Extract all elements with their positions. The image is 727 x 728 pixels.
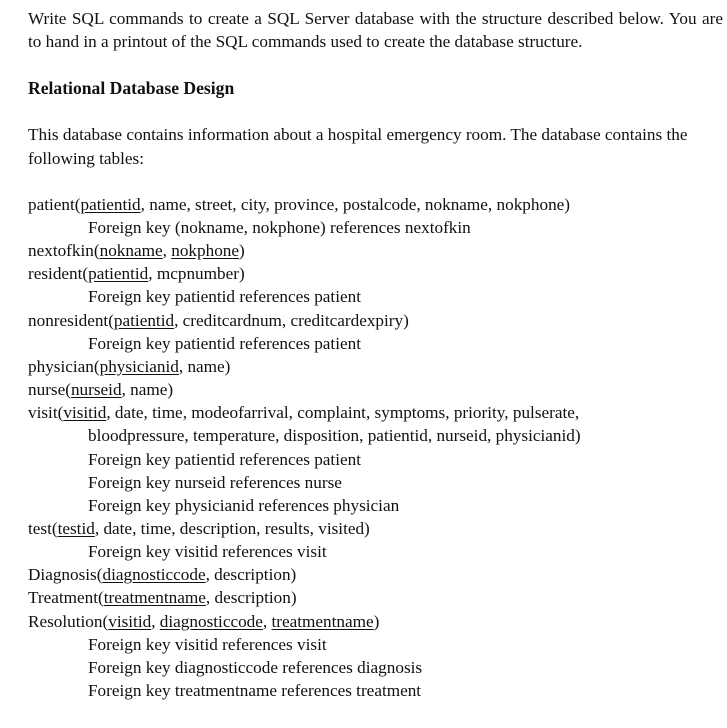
line-text: Foreign key patientid references patient [88,449,361,469]
primary-key-field: physicianid [99,356,179,376]
primary-key-field: nurseid [70,380,122,400]
line-text: patient( [28,194,81,214]
line-text: nonresident( [28,310,114,330]
table-definitions [28,193,723,702]
line-text: resident( [28,264,89,284]
table-definition-line [28,193,723,216]
line-text: Foreign key nurseid references nurse [88,472,342,492]
constraint-line [28,216,723,239]
line-text: Treatment( [28,588,104,608]
line-text: , creditcardnum, creditcardexpiry) [174,310,409,330]
line-text: Foreign key patientid references patient [88,333,361,353]
line-text: nextofkin( [28,241,100,261]
line-text: Foreign key visitid references visit [88,634,327,654]
table-definition-line [28,517,723,540]
constraint-line [28,540,723,563]
table-definition-line [28,309,723,332]
primary-key-field: treatmentname [271,611,374,631]
line-text: , mcpnumber) [148,264,245,284]
line-text: , name) [121,380,174,400]
line-text: nurse( [28,380,71,400]
line-text: Diagnosis( [28,565,103,585]
line-text: bloodpressure, temperature, disposition, patientid, nurseid, physicianid) [88,426,581,446]
intro-paragraph: Write SQL commands to create a SQL Server database with the structure described below. You are to hand in a printout of the SQL commands used to create the database structure. [28,9,723,52]
primary-key-field: diagnosticcode [102,565,206,585]
line-text: Resolution( [28,611,109,631]
line-text: Foreign key visitid references visit [88,542,327,562]
primary-key-field: nokname [99,241,163,261]
line-text: , [162,241,172,261]
primary-key-field: nokphone [171,241,240,261]
line-text: Foreign key treatmentname references treatment [88,681,422,701]
line-text: , name) [178,356,231,376]
line-text: , description) [205,588,297,608]
constraint-line [28,494,723,517]
table-definition-line [28,262,723,285]
line-text: visit( [28,403,64,423]
primary-key-field: visitid [108,611,152,631]
line-text: , name, street, city, province, postalcode, nokname, nokphone) [140,194,571,214]
line-text: physician( [28,356,100,376]
line-text: ) [239,241,245,261]
description-paragraph: This database contains information about a hospital emergency room. The database contains the following tables: [28,125,688,168]
line-text: Foreign key diagnosticcode references diagnosis [88,657,423,677]
constraint-line [28,679,723,702]
line-text: , [262,611,272,631]
document-page [28,7,723,702]
constraint-line [28,424,723,447]
table-definition-line [28,586,723,609]
primary-key-field: treatmentname [103,588,206,608]
table-definition-line [28,610,723,633]
table-definition-line [28,239,723,262]
section-heading: Relational Database Design [28,78,235,99]
constraint-line [28,471,723,494]
table-definition-line [28,378,723,401]
primary-key-field: patientid [88,264,149,284]
primary-key-field: testid [57,519,95,538]
primary-key-field: diagnosticcode [159,611,263,631]
table-definition-line [28,355,723,378]
constraint-line [28,633,723,656]
primary-key-field: patientid [113,310,175,330]
line-text: test( [28,519,58,538]
line-text: , date, time, description, results, visited) [94,519,370,538]
primary-key-field: visitid [63,403,107,423]
line-text: Foreign key patientid references patient [88,287,361,307]
table-definition-line [28,401,723,424]
line-text: , description) [205,565,297,585]
constraint-line [28,656,723,679]
line-text: , [151,611,160,631]
line-text: Foreign key physicianid references physician [88,495,400,515]
line-text: , date, time, modeofarrival, complaint, symptoms, priority, pulserate, [106,403,580,423]
line-text: ) [373,611,380,631]
constraint-line [28,448,723,471]
line-text: Foreign key (nokname, nokphone) references nextofkin [88,217,471,237]
constraint-line [28,332,723,355]
table-definition-line [28,563,723,586]
primary-key-field: patientid [80,194,141,214]
constraint-line [28,285,723,308]
